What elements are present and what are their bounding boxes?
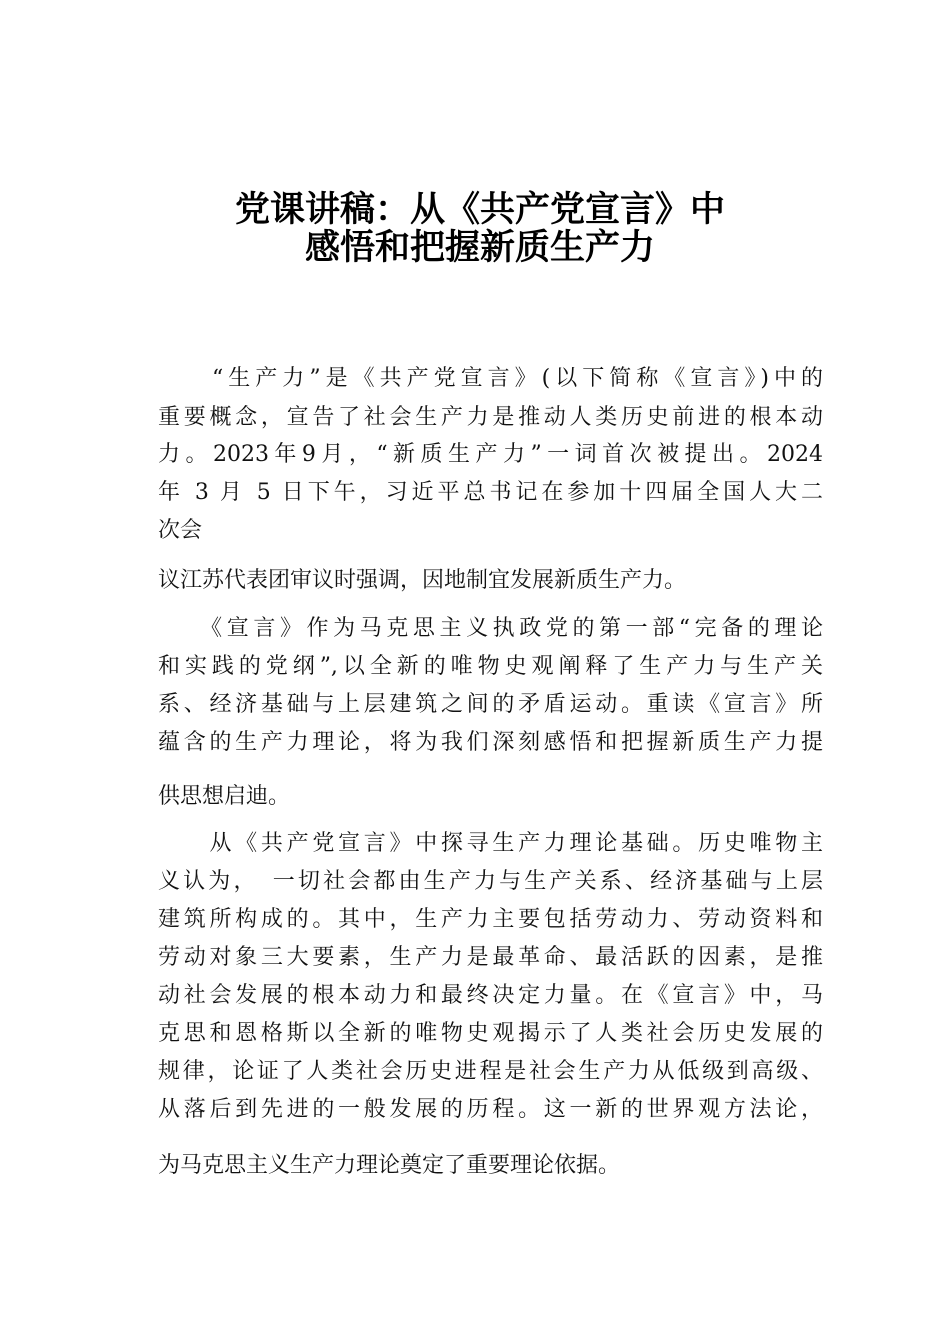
paragraph-3-line-2: 和实践的党纲”,以全新的唯物史观阐释了生产力与生产关 [158,654,823,679]
paragraph-1-line-2: 重要概念，宣告了社会生产力是推动人类历史前进的根本动 [158,405,823,430]
paragraph-5-line-1: 从《共产党宣言》中探寻生产力理论基础。历史唯物主 [158,831,823,856]
paragraph-5-line-2: 义认为， 一切社会都由生产力与生产关系、经济基础与上层 [158,869,823,894]
paragraph-3-line-3: 系、经济基础与上层建筑之间的矛盾运动。重读《宣言》所 [158,692,823,717]
paragraph-1-line-5: 次会 [158,518,203,543]
paragraph-2-line-1: 议江苏代表团审议时强调，因地制宜发展新质生产力。 [158,568,687,593]
paragraph-5-line-8: 从落后到先进的一般发展的历程。这一新的世界观方法论， [158,1097,823,1122]
paragraph-1-line-4: 年 3 月 5 日下午，习近平总书记在参加十四届全国人大二 [158,480,823,505]
document-title-line-2: 感悟和把握新质生产力 [304,228,655,268]
paragraph-3-line-4: 蕴含的生产力理论，将为我们深刻感悟和把握新质生产力提 [158,730,823,755]
paragraph-6-line-1: 为马克思主义生产力理论奠定了重要理论依据。 [158,1153,621,1178]
paragraph-1-line-1: “生产力”是《共产党宣言》(以下简称《宣言》)中的 [158,366,823,391]
paragraph-4-line-1: 供思想启迪。 [158,784,291,809]
paragraph-5-line-5: 动社会发展的根本动力和最终决定力量。在《宣言》中，马 [158,983,823,1008]
document-title-line-1: 党课讲稿：从《共产党宣言》中 [234,190,725,230]
paragraph-5-line-7: 规律，论证了人类社会历史进程是社会生产力从低级到高级、 [158,1059,823,1084]
paragraph-5-line-4: 劳动对象三大要素，生产力是最革命、最活跃的因素，是推 [158,945,823,970]
paragraph-3-line-1: 《宣言》作为马克思主义执政党的第一部“完备的理论 [158,616,823,641]
paragraph-5-line-3: 建筑所构成的。其中，生产力主要包括劳动力、劳动资料和 [158,907,823,932]
paragraph-1-line-3: 力。2023年9月，“新质生产力”一词首次被提出。2024 [158,442,823,467]
paragraph-5-line-6: 克思和恩格斯以全新的唯物史观揭示了人类社会历史发展的 [158,1021,823,1046]
